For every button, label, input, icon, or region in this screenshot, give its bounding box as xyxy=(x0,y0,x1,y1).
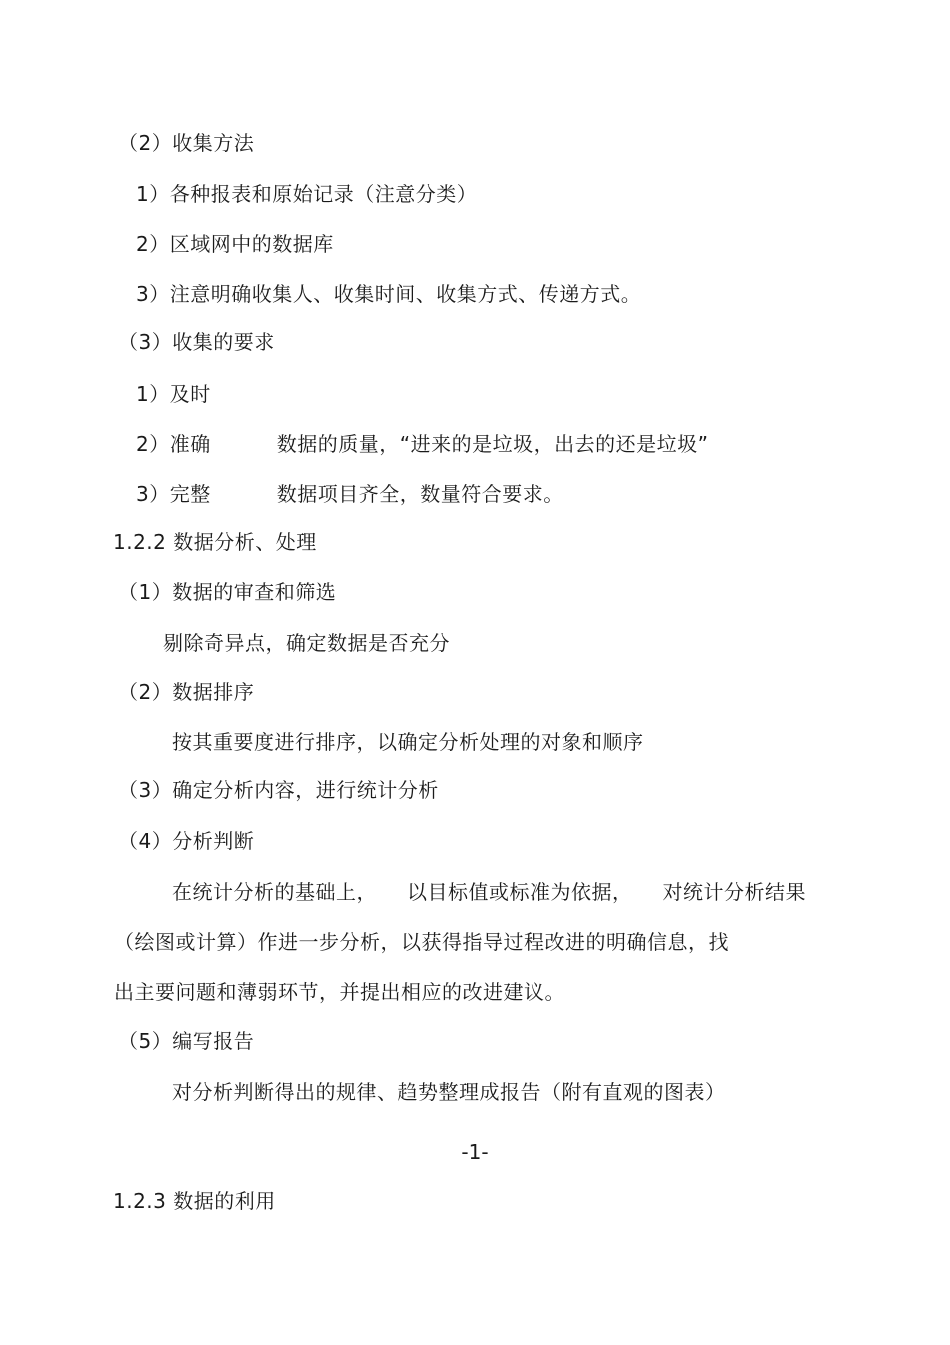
step-4-paragraph-line-3: 出主要问题和薄弱环节，并提出相应的改进建议。 xyxy=(114,980,565,1004)
collect-method-heading: （2）收集方法 xyxy=(118,131,255,155)
requirement-2-label: 2）准确 xyxy=(136,432,211,456)
step-5-text: 对分析判断得出的规律、趋势整理成报告（附有直观的图表） xyxy=(172,1080,726,1104)
requirement-2-text: 数据的质量，“进来的是垃圾，出去的还是垃圾” xyxy=(276,432,709,456)
step-4-paragraph-line-1 xyxy=(172,879,806,905)
step-4-text-c: 对统计分析结果 xyxy=(662,880,806,904)
section-heading-1-2-2: 1.2.2 数据分析、处理 xyxy=(113,530,317,554)
collect-method-item-1: 1）各种报表和原始记录（注意分类） xyxy=(136,182,478,206)
collect-requirement-3 xyxy=(136,481,564,507)
step-4-text-b: 以目标值或标准为依据， xyxy=(407,880,633,904)
collect-method-item-3: 3）注意明确收集人、收集时间、收集方式、传递方式。 xyxy=(136,282,642,306)
requirement-3-text: 数据项目齐全，数量符合要求。 xyxy=(276,482,564,506)
step-4-heading: （4）分析判断 xyxy=(118,829,255,853)
step-2-heading: （2）数据排序 xyxy=(118,680,255,704)
step-4-paragraph-line-2: （绘图或计算）作进一步分析，以获得指导过程改进的明确信息，找 xyxy=(114,930,729,954)
step-2-text: 按其重要度进行排序，以确定分析处理的对象和顺序 xyxy=(172,730,644,754)
collect-requirement-2 xyxy=(136,431,708,457)
requirement-3-label: 3）完整 xyxy=(136,482,211,506)
step-1-heading: （1）数据的审查和筛选 xyxy=(118,580,337,604)
collect-method-item-2: 2）区域网中的数据库 xyxy=(136,232,334,256)
step-3-heading: （3）确定分析内容，进行统计分析 xyxy=(118,778,439,802)
step-1-text: 剔除奇异点，确定数据是否充分 xyxy=(163,631,450,655)
step-4-text-a: 在统计分析的基础上， xyxy=(172,880,377,904)
collect-requirement-1: 1）及时 xyxy=(136,382,211,406)
section-heading-1-2-3: 1.2.3 数据的利用 xyxy=(113,1189,276,1213)
step-5-heading: （5）编写报告 xyxy=(118,1029,255,1053)
collect-requirements-heading: （3）收集的要求 xyxy=(118,330,275,354)
page-number: -1- xyxy=(461,1140,489,1164)
